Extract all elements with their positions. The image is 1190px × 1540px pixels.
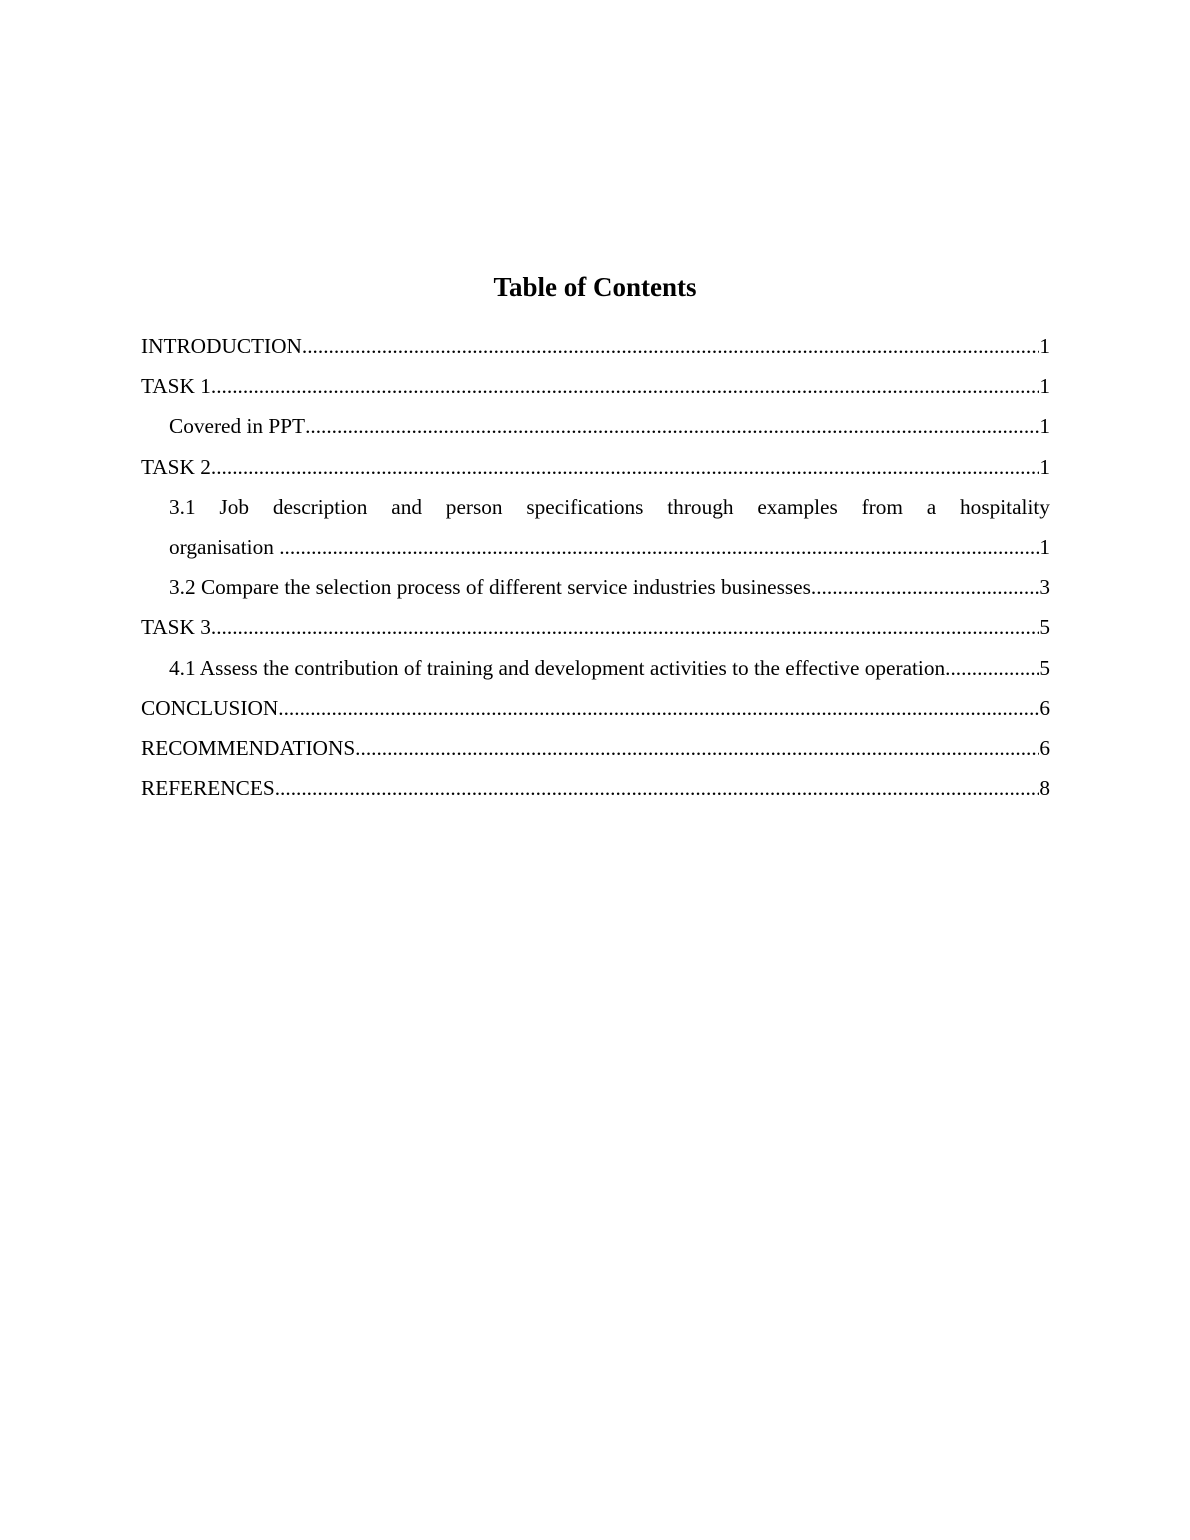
toc-dot-leader bbox=[302, 326, 1039, 366]
toc-entry-label: 4.1 Assess the contribution of training and development activities to the effective operation bbox=[169, 655, 946, 680]
toc-entry-introduction[interactable] bbox=[141, 326, 1050, 366]
toc-entry-label: organisation bbox=[169, 534, 280, 559]
toc-page-number: 8 bbox=[1039, 776, 1050, 801]
toc-entry-recommendations[interactable] bbox=[141, 728, 1050, 768]
toc-entry-label: Covered in PPT bbox=[169, 414, 306, 439]
toc-word: and bbox=[391, 494, 422, 519]
toc-word: a bbox=[926, 494, 937, 519]
toc-page-number: 6 bbox=[1039, 695, 1050, 720]
toc-word: description bbox=[272, 494, 368, 519]
toc-dot-leader bbox=[211, 366, 1039, 406]
toc-page-number: 1 bbox=[1039, 534, 1050, 559]
toc-word: from bbox=[861, 494, 903, 519]
toc-entry-task-3[interactable] bbox=[141, 607, 1050, 647]
toc-page-number: 1 bbox=[1039, 334, 1050, 358]
toc-entry-covered-in-ppt[interactable] bbox=[141, 406, 1050, 446]
toc-entry-label: TASK 1 bbox=[141, 374, 211, 399]
toc-page-number: 3 bbox=[1039, 575, 1050, 600]
toc-page-number: 1 bbox=[1039, 414, 1050, 439]
toc-entry-label: TASK 2 bbox=[141, 454, 211, 479]
toc-title: Table of Contents bbox=[493, 272, 697, 302]
toc-entry-label: INTRODUCTION bbox=[141, 334, 302, 358]
toc-entry-task-2[interactable] bbox=[141, 447, 1050, 487]
toc-dot-leader bbox=[305, 406, 1039, 446]
toc-page-number: 1 bbox=[1039, 454, 1050, 479]
toc-word: 3.1 bbox=[169, 494, 196, 519]
toc-entry-conclusion[interactable] bbox=[141, 688, 1050, 728]
toc-entry-label-line-2 bbox=[169, 527, 1050, 567]
toc-entry-label: 3.2 Compare the selection process of different service industries businesses bbox=[169, 575, 811, 600]
toc-word: specifications bbox=[526, 494, 644, 519]
toc-entry-label: CONCLUSION bbox=[141, 695, 279, 720]
toc-dot-leader bbox=[278, 688, 1039, 728]
toc-dot-leader bbox=[275, 768, 1040, 808]
toc-entry-label: RECOMMENDATIONS bbox=[141, 735, 356, 760]
toc-word: through bbox=[667, 494, 734, 519]
toc-dot-leader bbox=[279, 527, 1039, 567]
toc-entry-3-1-job-description[interactable] bbox=[141, 487, 1050, 567]
toc-page-number: 5 bbox=[1039, 615, 1050, 640]
toc-word: examples bbox=[757, 494, 838, 519]
toc-word: person bbox=[445, 494, 503, 519]
toc-list bbox=[141, 326, 1050, 808]
toc-dot-leader bbox=[945, 648, 1039, 688]
toc-dot-leader bbox=[355, 728, 1039, 768]
toc-entry-label: REFERENCES bbox=[141, 776, 275, 801]
toc-entry-references[interactable] bbox=[141, 768, 1050, 808]
toc-dot-leader bbox=[211, 447, 1039, 487]
toc-page-number: 1 bbox=[1039, 374, 1050, 399]
toc-entry-3-2-selection-process[interactable] bbox=[141, 567, 1050, 607]
toc-dot-leader bbox=[811, 567, 1039, 607]
toc-word: Job bbox=[219, 494, 250, 519]
toc-entry-4-1-training-development[interactable] bbox=[141, 648, 1050, 688]
toc-word: hospitality bbox=[960, 494, 1050, 519]
toc-page-number: 5 bbox=[1039, 655, 1050, 680]
toc-entry-task-1[interactable] bbox=[141, 366, 1050, 406]
toc-entry-label-line-1 bbox=[169, 487, 1050, 527]
toc-entry-label: TASK 3 bbox=[141, 615, 211, 640]
toc-dot-leader bbox=[211, 607, 1039, 647]
toc-page-number: 6 bbox=[1039, 735, 1050, 760]
